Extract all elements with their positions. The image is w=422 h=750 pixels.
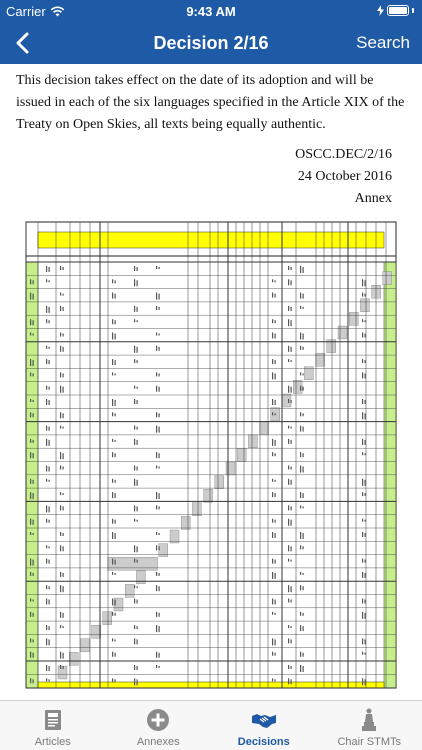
battery-indicator bbox=[377, 5, 414, 16]
charging-bolt-icon bbox=[377, 5, 384, 16]
document-icon bbox=[40, 707, 66, 733]
tab-chair-stmts[interactable] bbox=[317, 701, 422, 750]
back-button[interactable] bbox=[10, 30, 36, 56]
annex-label: Annex bbox=[354, 191, 392, 206]
tab-articles[interactable] bbox=[0, 701, 106, 750]
app-header bbox=[0, 0, 422, 64]
document-date: 24 October 2016 bbox=[297, 169, 392, 184]
chair-statue-icon bbox=[356, 707, 382, 733]
document-view[interactable] bbox=[0, 64, 422, 700]
tab-chair-stmts-label: Chair STMTs bbox=[337, 736, 402, 748]
navigation-bar bbox=[0, 22, 422, 64]
annex-table-image bbox=[16, 214, 406, 698]
plus-circle-icon bbox=[145, 707, 171, 733]
battery-icon bbox=[387, 5, 409, 16]
page-title: Decision 2/16 bbox=[153, 33, 269, 53]
tab-decisions[interactable] bbox=[211, 701, 317, 750]
status-time: 9:43 AM bbox=[186, 4, 236, 19]
carrier-label: Carrier bbox=[6, 4, 46, 19]
tab-decisions-label: Decisions bbox=[237, 736, 290, 748]
document-meta bbox=[295, 144, 392, 210]
tab-annexes[interactable] bbox=[106, 701, 212, 750]
tab-articles-label: Articles bbox=[34, 736, 71, 748]
search-button[interactable]: Search bbox=[356, 33, 410, 52]
decision-paragraph: This decision takes effect on the date of its adoption and will be issued in each of the six languages specified in the Article XIX of the Treaty on Open Skies, all texts being equally authentic. bbox=[16, 73, 405, 132]
chevron-left-icon bbox=[10, 30, 36, 56]
handshake-icon bbox=[251, 707, 277, 733]
tab-bar bbox=[0, 700, 422, 750]
status-bar bbox=[0, 0, 422, 22]
tab-annexes-label: Annexes bbox=[136, 736, 180, 748]
document-reference: OSCC.DEC/2/16 bbox=[295, 147, 392, 162]
